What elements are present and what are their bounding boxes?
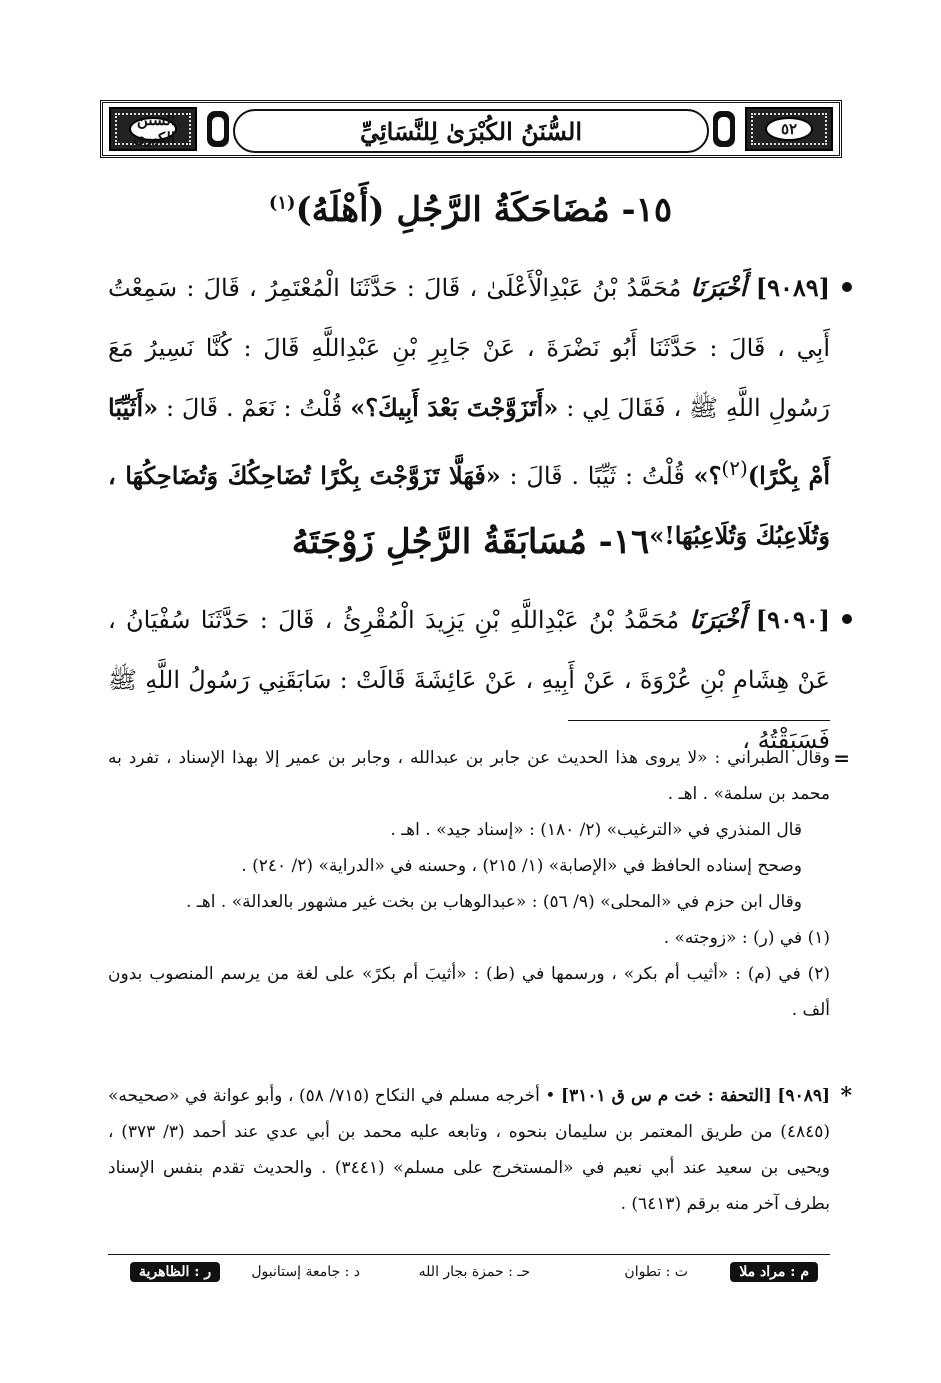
isnad-text: مُحَمَّدُ بْنُ عَبْدِالْأَعْلَىٰ ، قَالَ : حَدَّثَنَا الْمُعْتَمِرُ ، قَالَ : سَمِعْتُ أَبِي ، قَالَ : حَدَّثَنَا أَبُو نَضْرَةَ ، عَنْ جَابِرِ بْنِ عَبْدِاللَّهِ قَالَ : كُنَّا نَسِيرُ مَعَ رَسُولِ اللَّهِ ﷺ ، فَقَالَ لِي : <box>108 274 831 422</box>
akhbarana-word: أَخْبَرَنَا <box>689 605 746 634</box>
ornament-knot-icon <box>207 111 229 147</box>
footnote-continued <box>108 740 850 1028</box>
takhrij-note <box>108 1078 852 1222</box>
legend-separator <box>108 1254 830 1255</box>
akhbarana-word: أَخْبَرَنَا <box>690 273 747 302</box>
footnote-line: وقال الطبراني : «لا يروى هذا الحديث عن جابر بن عبدالله ، وجابر بن عمير إلا بهذا الإسناد ، تفرد به محمد بن سلمة» . اهـ . <box>108 748 830 804</box>
footnote-2: (٢) في (م) : «أثيب أم بكر» ، ورسمها في (ط) : «أثيبَ أم بكرً» على لغة من يرسم المنصوب بدون ألف . <box>108 964 830 1020</box>
takhrij-ref: [٩٠٨٩] <box>777 1086 831 1106</box>
prophet-quote: ؟» <box>693 461 722 490</box>
footnote-1: (١) في (ر) : «زوجته» . <box>663 928 830 948</box>
footnote-line: وصحح إسناده الحافظ في «الإصابة» (١/ ٢١٥) ، وحسنه في «الدراية» (٢/ ٢٤٠) . <box>241 856 802 876</box>
hadith-number: [٩٠٨٩] <box>755 273 831 302</box>
bullet-icon <box>842 614 852 624</box>
legend-h: حـ : حمزة بجار الله <box>418 1264 530 1280</box>
chapter-heading-15: ١٥- مُضَاحَكَةُ الرَّجُلِ (أَهْلَهُ)$^{(١)}$ <box>268 190 673 230</box>
prophet-quote: «أَتَزَوَّجْتَ بَعْدَ أَبِيكَ؟» <box>350 393 559 422</box>
chapter-heading-16: ١٦- مُسَابَقَةُ الرَّجُلِ زَوْجَتَهُ <box>291 522 650 562</box>
prophet-quote: «فَهَلَّا تَزَوَّجْتَ بِكْرًا تُضَاحِكُكَ وَتُضَاحِكُهَا ، وَتُلَاعِبُكَ وَتُلَاعِبُهَا!» <box>108 461 830 550</box>
footnote-ref: (٢) <box>721 456 748 480</box>
continuation-mark: = <box>833 746 850 770</box>
footnote-line: وقال ابن حزم في «المحلى» (٩/ ٥٦) : «عبدالوهاب بن بخت غير مشهور بالعدالة» . اهـ . <box>186 892 802 912</box>
book-logo-ornament <box>109 107 197 151</box>
hadith-number: [٩٠٩٠] <box>755 605 830 634</box>
legend-badge-m: م : مراد ملا <box>730 1262 818 1282</box>
footnote-ref: (١) <box>268 192 296 214</box>
narration-text: قُلْتُ : نَعَمْ . قَالَ : <box>158 394 351 422</box>
legend-t: ت : تطوان <box>624 1264 688 1280</box>
page-number-ornament <box>745 107 833 151</box>
running-title: السُّنَنُ الكُبْرَىٰ لِلنَّسَائِيِّ <box>233 109 709 153</box>
narration-text: قُلْتُ : ثَيِّبًا . قَالَ : <box>500 462 694 490</box>
legend-d: د : جامعة إستانبول <box>251 1264 360 1280</box>
footnote-line: قال المنذري في «الترغيب» (٢/ ١٨٠) : «إسناد جيد» . اهـ . <box>390 820 802 840</box>
hadith-9090 <box>108 590 830 754</box>
bullet-icon <box>842 282 852 292</box>
book-logo-text: السنن الكبرى <box>129 117 177 141</box>
tuhfa-ref: [التحفة : خت م س ق ٣١٠١] <box>561 1086 772 1106</box>
manuscript-legend <box>108 1262 830 1288</box>
legend-badge-r: ر : الظاهرية <box>130 1262 220 1282</box>
page-header <box>100 100 842 158</box>
takhrij-text: • أخرجه مسلم في النكاح (٧١٥/ ٥٨) ، وأبو عوانة في «صحيحه» (٤٨٤٥) من طريق المعتمر بن سليمان بنحوه ، وتابعه عليه محمد بن أبي عدي عند أحمد (٣/ ٣٧٣) ، ويحيى بن سعيد عند أبي نعيم في «المستخرج على مسلم» (٣٤٤١) . والحديث تقدم بنفس الإسناد بطرف آخر منه برقم (٦٤١٣) . <box>108 1086 831 1214</box>
ornament-knot-icon <box>713 111 735 147</box>
footnote-separator <box>568 720 830 721</box>
asterisk-icon: * <box>840 1083 852 1109</box>
page-number: ٥٢ <box>765 117 813 141</box>
isnad-text: مُحَمَّدُ بْنُ عَبْدِاللَّهِ بْنِ يَزِيدَ الْمُقْرِئُ ، قَالَ : حَدَّثَنَا سُفْيَانُ ، عَنْ هِشَامِ بْنِ عُرْوَةَ ، عَنْ أَبِيهِ ، عَنْ عَائِشَةَ قَالَتْ : سَابَقَنِي رَسُولُ اللَّهِ ﷺ فَسَبَقْتُهُ ، <box>108 606 830 754</box>
prophet-quote: «أَثَيِّبًا أَمْ بِكْرًا) <box>108 393 830 490</box>
